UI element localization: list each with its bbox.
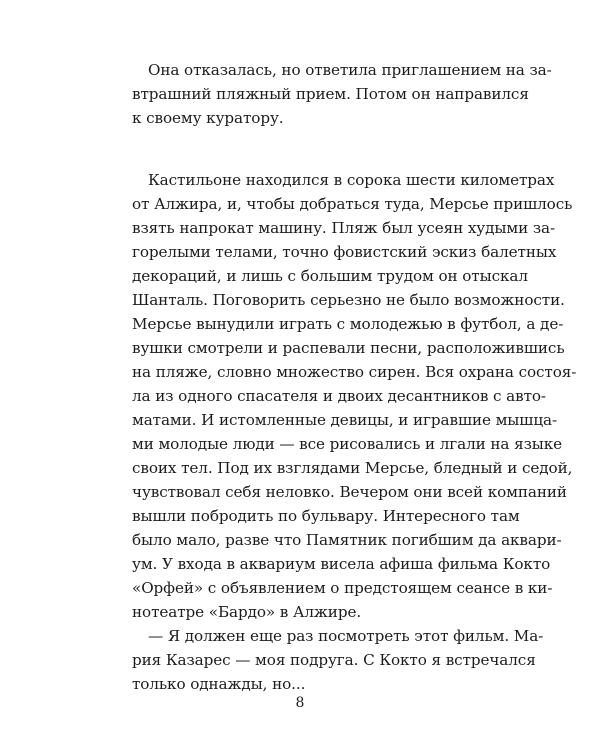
text-line: вышли побродить по бульвару. Интересного там <box>132 507 520 525</box>
text-line: на пляже, словно множество сирен. Вся охрана состоя- <box>132 363 577 381</box>
text-line: Мерсье вынудили играть с молодежью в футбол, а де- <box>132 315 564 333</box>
text-line: — Я должен еще раз посмотреть этот фильм. Ма- <box>148 627 544 645</box>
text-line: горелыми телами, точно фовистский эскиз балетных <box>132 243 557 261</box>
text-line: втрашний пляжный прием. Потом он направился <box>132 85 529 103</box>
text-line: ум. У входа в аквариум висела афиша фильма Кокто <box>132 555 551 573</box>
text-line: к своему куратору. <box>132 109 284 127</box>
text-line: декораций, и лишь с большим трудом он отыскал <box>132 267 528 285</box>
text-line: Кастильоне находился в сорока шести километрах <box>148 171 555 189</box>
text-line: Шанталь. Поговорить серьезно не было возможности. <box>132 291 565 309</box>
text-line: ми молодые люди — все рисовались и лгали на языке <box>132 435 563 453</box>
text-line: своих тел. Под их взглядами Мерсье, бледный и седой, <box>132 459 573 477</box>
text-line: матами. И истомленные девицы, и игравшие мышца- <box>132 411 557 429</box>
text-line: только однажды, но... <box>132 675 306 693</box>
text-line: вушки смотрели и распевали песни, расположившись <box>132 339 565 357</box>
text-line: ла из одного спасателя и двоих десантников с авто- <box>132 387 546 405</box>
text-line: рия Казарес — моя подруга. С Кокто я встречался <box>132 651 536 669</box>
text-line: от Алжира, и, чтобы добраться туда, Мерсье пришлось <box>132 195 573 213</box>
text-line: взять напрокат машину. Пляж был усеян худыми за- <box>132 219 555 237</box>
text-line: нотеатре «Бардо» в Алжире. <box>132 603 362 621</box>
text-line: «Орфей» с объявлением о предстоящем сеансе в ки- <box>132 579 553 597</box>
text-line: Она отказалась, но ответила приглашением на за- <box>148 61 552 79</box>
text-line: было мало, разве что Памятник погибшим да аквари- <box>132 531 562 549</box>
page-number: 8 <box>295 695 305 711</box>
text-line: чувствовал себя неловко. Вечером они всей компаний <box>132 483 567 501</box>
